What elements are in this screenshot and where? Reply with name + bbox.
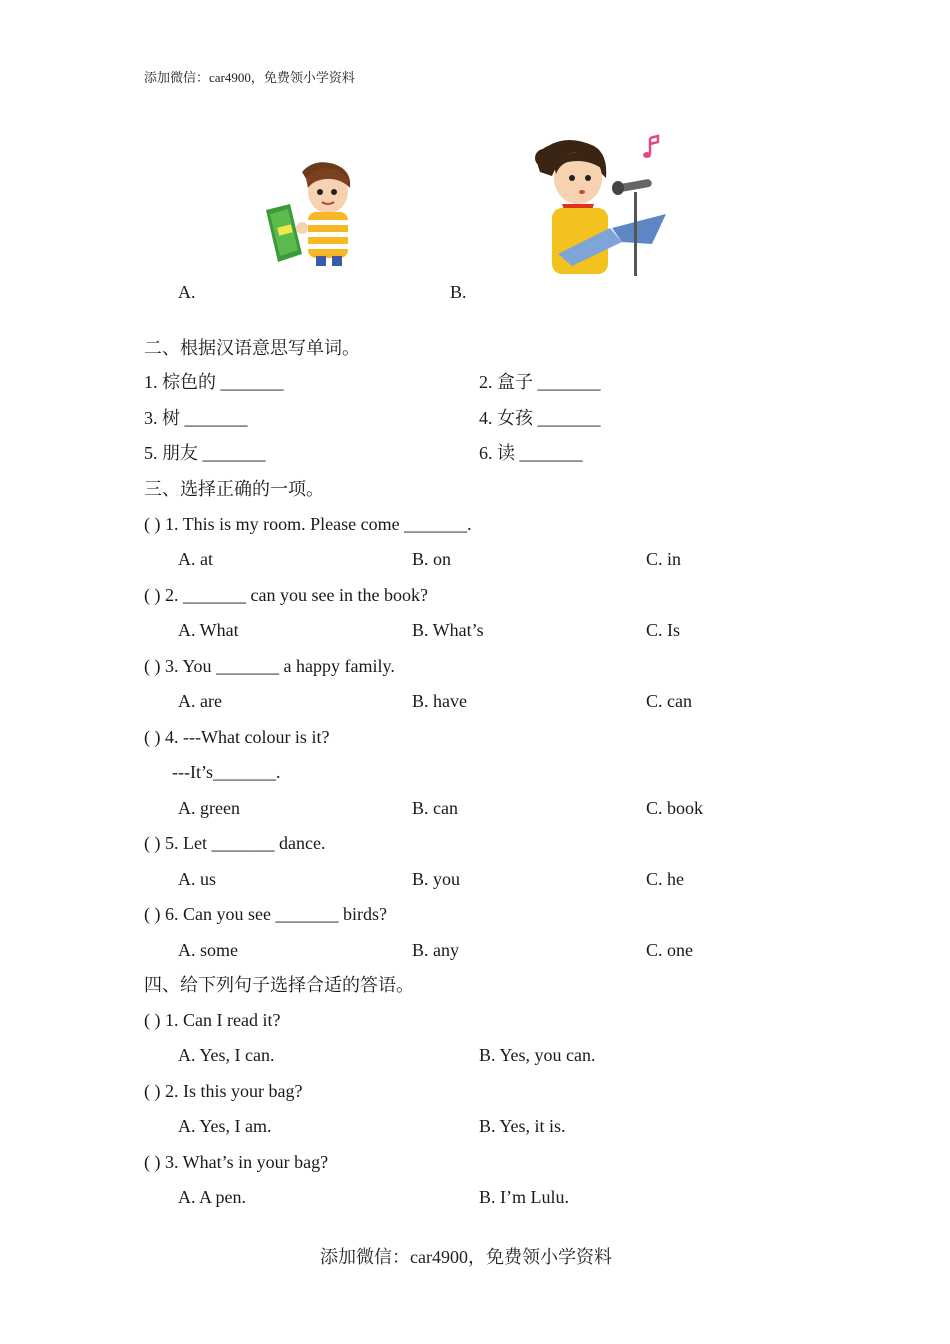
option-c: C. one	[646, 940, 693, 960]
option-a: A. Yes, I can.	[178, 1045, 275, 1065]
question-text: ( ) 5. Let _______ dance.	[144, 833, 326, 853]
question-text: ( ) 2. Is this your bag?	[144, 1081, 303, 1101]
page-footer: 添加微信：car4900，免费领小学资料	[320, 1247, 612, 1267]
vocab-item: 4. 女孩 _______	[479, 408, 601, 428]
vocab-item: 6. 读 _______	[479, 443, 583, 463]
option-c: C. he	[646, 869, 684, 889]
question-text: ( ) 6. Can you see _______ birds?	[144, 904, 387, 924]
option-b: B. Yes, it is.	[479, 1116, 566, 1136]
question-text: ( ) 2. _______ can you see in the book?	[144, 585, 428, 605]
option-a: A. Yes, I am.	[178, 1116, 272, 1136]
option-a: A. are	[178, 691, 222, 711]
vocab-item: 2. 盒子 _______	[479, 372, 601, 392]
option-c: C. book	[646, 798, 704, 818]
section-2-title: 二、根据汉语意思写单词。	[144, 338, 360, 358]
question-text: ( ) 3. What’s in your bag?	[144, 1152, 329, 1172]
section-3-title: 三、选择正确的一项。	[144, 479, 324, 499]
option-a: A. some	[178, 940, 238, 960]
option-c: C. Is	[646, 620, 681, 640]
picture-a-label: A.	[178, 282, 196, 302]
option-b: B. have	[412, 691, 467, 711]
question-text: ( ) 1. This is my room. Please come _______.	[144, 514, 472, 534]
option-c: C. in	[646, 549, 682, 569]
option-a: A. at	[178, 549, 213, 569]
option-c: C. can	[646, 691, 692, 711]
option-a: A. What	[178, 620, 239, 640]
option-b: B. Yes, you can.	[479, 1045, 596, 1065]
question-text: ( ) 3. You _______ a happy family.	[144, 656, 395, 676]
vocab-item: 5. 朋友 _______	[144, 443, 266, 463]
option-b: B. What’s	[412, 620, 484, 640]
option-b: B. on	[412, 549, 452, 569]
option-a: A. us	[178, 869, 217, 889]
boy-reading-illustration	[262, 158, 358, 268]
picture-b-label: B.	[450, 282, 467, 302]
question-text: ( ) 4. ---What colour is it?	[144, 727, 330, 747]
option-b: B. I’m Lulu.	[479, 1187, 569, 1207]
vocab-item: 3. 树 _______	[144, 408, 248, 428]
girl-singing-illustration	[532, 132, 672, 278]
page-header: 添加微信：car4900，免费领小学资料	[144, 70, 355, 85]
option-b: B. you	[412, 869, 461, 889]
option-a: A. A pen.	[178, 1187, 247, 1207]
option-b: B. any	[412, 940, 459, 960]
option-b: B. can	[412, 798, 458, 818]
vocab-item: 1. 棕色的 _______	[144, 372, 284, 392]
section-4-title: 四、给下列句子选择合适的答语。	[144, 975, 414, 995]
question-text: ( ) 1. Can I read it?	[144, 1010, 281, 1030]
question-answer-line: ---It’s_______.	[172, 762, 281, 782]
option-a: A. green	[178, 798, 240, 818]
